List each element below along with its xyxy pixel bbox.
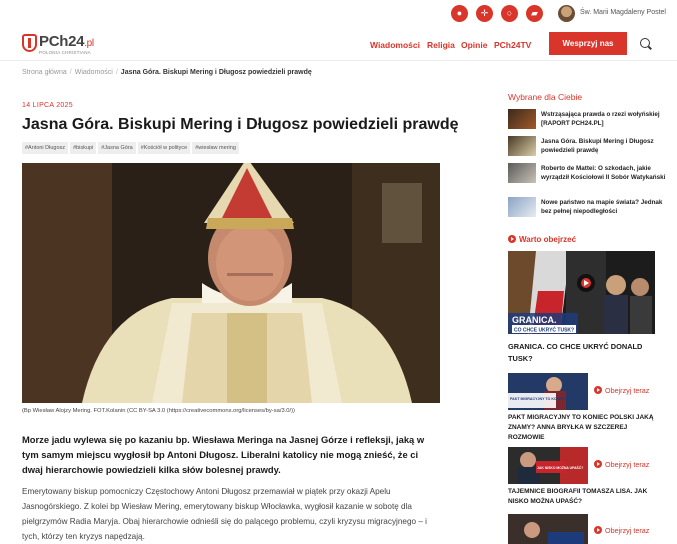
featured-video-thumbnail[interactable] [508,251,655,334]
logo-domain: .pl [84,38,94,49]
sidebar-heading: Wybrane dla Ciebie [508,92,583,102]
watch-now-link[interactable] [594,460,649,469]
watch-now-link[interactable] [594,526,649,535]
tag[interactable]: #Jasna Góra [98,142,136,154]
recommended-title[interactable]: Wstrząsająca prawda o rzezi wołyńskiej [RAPORT PCH24.PL] [541,111,660,127]
breadcrumb-news[interactable]: Wiadomości [74,69,113,76]
nav-item-tv[interactable]: PCh24TV [494,40,532,50]
top-bar [0,0,677,28]
tag[interactable]: #Antoni Długosz [22,142,68,154]
recommended-thumbnail [508,197,536,217]
watch-heading-label: Warto obejrzeć [519,235,577,244]
avatar[interactable] [558,5,575,22]
nav-item-religion[interactable]: Religia [427,40,455,50]
video-title[interactable]: PAKT MIGRACYJNY TO KONIEC POLSKI JAKĄ ZNAMY? ANNA BRYŁKA W SZCZEREJ ROZMOWIE [508,414,654,441]
play-icon [594,460,602,468]
shield-icon[interactable]: ▰ [526,5,543,22]
watch-now-label: Obejrzyj teraz [605,386,650,395]
article-date: 14 LIPCA 2025 [22,102,73,109]
recommended-thumbnail [508,163,536,183]
article-title: Jasna Góra. Biskupi Mering i Długosz powiedzieli prawdę [22,116,459,133]
recommended-item[interactable] [508,197,663,219]
nav-item-news[interactable]: Wiadomości [370,40,420,50]
article-body: Emerytowany biskup pomocniczy Częstochowy Antoni Długosz przemawiał w piątek przy okazji Apelu Jasnogórskiego. Z kolei bp Wiesław Mering, emerytowany biskup Włocławka, wygłosił kazanie w sobotę dla pielgrzymów Radia Maryja. Obaj hierarchowie odnieśli się do palącego problemu, czyli kryzysu migracyjnego – i tych, którzy ten kryzys napędzają. [22,487,428,541]
logo-text: PCh24 [39,33,85,50]
rosary-icon[interactable]: ✛ [476,5,493,22]
breadcrumb-home[interactable]: Strona główna [22,69,67,76]
recommended-thumbnail [508,136,536,156]
support-button[interactable]: Wesprzyj nas [549,32,627,55]
recommended-item[interactable] [508,136,658,158]
featured-overlay-title: GRANICA. [512,315,557,325]
breadcrumb: Strona główna / Wiadomości / Jasna Góra. Biskupi Mering i Długosz powiedzieli prawdę [22,69,312,76]
watch-heading [508,235,576,244]
featured-overlay-subtitle: CO CHCE UKRYĆ TUSK? [514,327,575,334]
article-photo [22,163,440,403]
breadcrumb-current: Jasna Góra. Biskupi Mering i Długosz powiedzieli prawdę [120,69,312,76]
recommended-thumbnail [508,109,536,129]
recommended-item[interactable] [508,163,666,185]
logo-cross-icon[interactable] [22,34,37,52]
tag[interactable]: #biskupi [70,142,96,154]
watch-now-link[interactable] [594,386,649,395]
video-title[interactable]: TAJEMNICE BIOGRAFII TOMASZA LISA. JAK NISKO MOŻNA UPAŚĆ? [508,488,648,505]
tag[interactable]: #Kościół w polityce [138,142,190,154]
play-icon [594,526,602,534]
video-thumbnail[interactable] [508,447,588,484]
recommended-title[interactable]: Nowe państwo na mapie świata? Jednak bez pełnej niepodległości [541,199,663,215]
logo[interactable] [39,33,94,50]
user-label[interactable]: Św. Marii Magdaleny Postel [580,9,666,16]
recommended-title[interactable]: Roberto de Mattei: O szkodach, jakie wyrządził Kościołowi II Sobór Watykański [541,165,666,181]
video-thumb-text: JAK NISKO MOŻNA UPAŚĆ? [537,466,584,470]
community-icon[interactable]: ● [451,5,468,22]
video-thumbnail[interactable] [508,514,588,544]
tag[interactable]: #wiesław mering [192,142,239,154]
article-lead: Morze jadu wylewa się po kazaniu bp. Wiesława Meringa na Jasnej Górze i refleksji, jaką w tym samym miejscu wygłosił bp Antoni Długosz. Liberalni katolicy nie mogą znieść, że ci dwaj hierarchowie powiedzieli kilka słów bolesnej prawdy. [22,434,425,475]
featured-video-title[interactable]: GRANICA. CO CHCE UKRYĆ DONALD TUSK? [508,342,643,363]
logo-subtitle: POLONIA CHRISTIANA [39,50,91,55]
watch-now-label: Obejrzyj teraz [605,526,650,535]
watch-now-label: Obejrzyj teraz [605,460,650,469]
video-thumb-text: PAKT MIGRACYJNY TO KONIEC POLSKI? [510,397,582,401]
video-thumbnail[interactable] [508,373,588,410]
search-icon[interactable] [640,38,650,48]
recommended-item[interactable] [508,109,658,131]
photo-caption: (Bp Wiesław Alojzy Mering. FOT.Kolanin (CC BY-SA 3.0 (https://creativecommons.org/licenses/by-sa/3.0/)) [22,408,295,414]
play-icon [594,386,602,394]
site-header [0,29,677,61]
play-icon [508,235,516,243]
recommended-title[interactable]: Jasna Góra. Biskupi Mering i Długosz powiedzieli prawdę [541,138,654,154]
nav-item-opinions[interactable]: Opinie [461,40,488,50]
tag-list [22,142,239,154]
badge-icon[interactable]: ○ [501,5,518,22]
